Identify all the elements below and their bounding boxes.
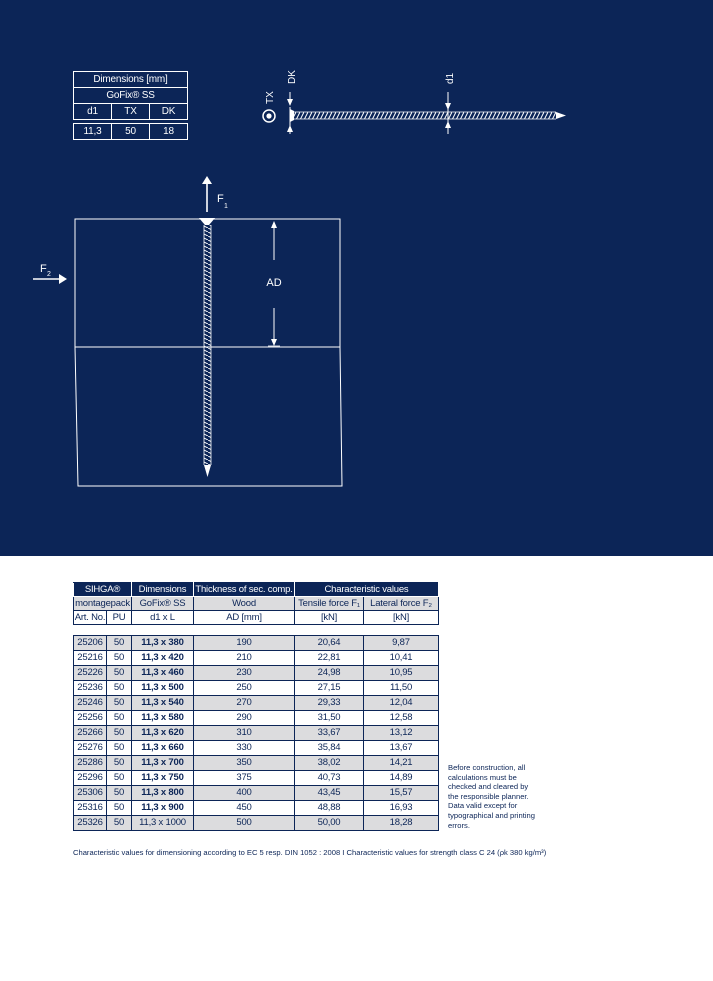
cell-tensile: 31,50 bbox=[295, 711, 364, 726]
col-tensile-force: Tensile force F₁ bbox=[295, 597, 364, 611]
col-art-no: Art. No. bbox=[74, 612, 106, 623]
cell-pu: 50 bbox=[107, 756, 132, 771]
cell-lateral: 12,04 bbox=[364, 696, 439, 711]
product-table bbox=[73, 582, 439, 831]
cell-pu: 50 bbox=[107, 726, 132, 741]
cell-lateral: 12,58 bbox=[364, 711, 439, 726]
cell-dim: 11,3 x 380 bbox=[132, 636, 194, 651]
ad-label: AD bbox=[266, 277, 282, 289]
cell-dim: 11,3 x 660 bbox=[132, 741, 194, 756]
col-pu: PU bbox=[107, 611, 132, 625]
cell-ad: 230 bbox=[194, 666, 295, 681]
cell-tensile: 24,98 bbox=[295, 666, 364, 681]
table-row bbox=[74, 756, 439, 771]
cell-lateral: 18,28 bbox=[364, 816, 439, 831]
f2-label: F bbox=[40, 263, 47, 275]
cell-art: 25216 bbox=[74, 651, 107, 666]
table-row bbox=[74, 816, 439, 831]
table-row bbox=[74, 666, 439, 681]
col-montagepack: montagepack bbox=[75, 598, 130, 609]
cell-pu: 50 bbox=[107, 681, 132, 696]
cell-lateral: 13,67 bbox=[364, 741, 439, 756]
f1-subscript: 1 bbox=[224, 203, 228, 210]
dims-value-d1: 11,3 bbox=[74, 124, 112, 140]
cell-lateral: 13,12 bbox=[364, 726, 439, 741]
cell-art: 25226 bbox=[74, 666, 107, 681]
cell-dim: 11,3 x 800 bbox=[132, 786, 194, 801]
cell-ad: 310 bbox=[194, 726, 295, 741]
col-lateral-unit: [kN] bbox=[364, 611, 439, 625]
cell-art: 25326 bbox=[74, 816, 107, 831]
cell-ad: 270 bbox=[194, 696, 295, 711]
cell-ad: 190 bbox=[194, 636, 295, 651]
cell-lateral: 10,41 bbox=[364, 651, 439, 666]
cell-ad: 500 bbox=[194, 816, 295, 831]
cell-pu: 50 bbox=[107, 651, 132, 666]
cell-ad: 290 bbox=[194, 711, 295, 726]
table-row bbox=[74, 771, 439, 786]
cell-dim: 11,3 x 580 bbox=[132, 711, 194, 726]
cell-lateral: 9,87 bbox=[364, 636, 439, 651]
cell-art: 25276 bbox=[74, 741, 107, 756]
cell-art: 25286 bbox=[74, 756, 107, 771]
col-wood: Wood bbox=[194, 597, 295, 611]
cell-pu: 50 bbox=[107, 771, 132, 786]
table-row bbox=[74, 696, 439, 711]
col-group-dimensions: Dimensions bbox=[132, 583, 194, 597]
cell-ad: 350 bbox=[194, 756, 295, 771]
cell-pu: 50 bbox=[107, 801, 132, 816]
cell-dim: 11,3 x 420 bbox=[132, 651, 194, 666]
cell-tensile: 50,00 bbox=[295, 816, 364, 831]
cell-art: 25236 bbox=[74, 681, 107, 696]
cell-tensile: 48,88 bbox=[295, 801, 364, 816]
cell-pu: 50 bbox=[107, 816, 132, 831]
cell-pu: 50 bbox=[107, 786, 132, 801]
col-tensile-unit: [kN] bbox=[295, 611, 364, 625]
col-group-characteristic: Characteristic values bbox=[295, 583, 439, 597]
cell-tensile: 43,45 bbox=[295, 786, 364, 801]
cell-ad: 330 bbox=[194, 741, 295, 756]
cell-dim: 11,3 x 700 bbox=[132, 756, 194, 771]
table-row bbox=[74, 651, 439, 666]
cell-lateral: 10,95 bbox=[364, 666, 439, 681]
table-row bbox=[74, 711, 439, 726]
cell-lateral: 16,93 bbox=[364, 801, 439, 816]
cell-tensile: 29,33 bbox=[295, 696, 364, 711]
cell-tensile: 40,73 bbox=[295, 771, 364, 786]
cell-pu: 50 bbox=[107, 636, 132, 651]
cell-dim: 11,3 x 750 bbox=[132, 771, 194, 786]
cell-tensile: 33,67 bbox=[295, 726, 364, 741]
table-row bbox=[74, 801, 439, 816]
cell-tensile: 27,15 bbox=[295, 681, 364, 696]
cell-lateral: 11,50 bbox=[364, 681, 439, 696]
cell-pu: 50 bbox=[107, 696, 132, 711]
tensile-force-arrow bbox=[202, 176, 212, 212]
cell-art: 25296 bbox=[74, 771, 107, 786]
dims-header-dk: DK bbox=[150, 104, 188, 120]
col-lateral-force: Lateral force F₂ bbox=[364, 597, 439, 611]
dims-product: GoFix® SS bbox=[74, 88, 188, 104]
col-gofix: GoFix® SS bbox=[132, 597, 194, 611]
cell-pu: 50 bbox=[107, 711, 132, 726]
dims-value-tx: 50 bbox=[112, 124, 150, 140]
dims-header-d1: d1 bbox=[74, 104, 112, 120]
dk-label: DK bbox=[287, 70, 298, 84]
cell-ad: 450 bbox=[194, 801, 295, 816]
cell-dim: 11,3 x 620 bbox=[132, 726, 194, 741]
f1-label: F bbox=[217, 193, 224, 205]
table-body bbox=[74, 636, 439, 831]
table-row bbox=[74, 681, 439, 696]
table-row bbox=[74, 726, 439, 741]
col-group-thickness: Thickness of sec. comp. bbox=[195, 584, 293, 595]
cell-ad: 375 bbox=[194, 771, 295, 786]
cell-lateral: 14,21 bbox=[364, 756, 439, 771]
cell-pu: 50 bbox=[107, 666, 132, 681]
cell-tensile: 22,81 bbox=[295, 651, 364, 666]
f2-subscript: 2 bbox=[47, 271, 51, 278]
table-row bbox=[74, 786, 439, 801]
cell-lateral: 15,57 bbox=[364, 786, 439, 801]
cell-ad: 250 bbox=[194, 681, 295, 696]
tx-label: TX bbox=[265, 91, 276, 104]
cell-art: 25206 bbox=[74, 636, 107, 651]
cell-art: 25256 bbox=[74, 711, 107, 726]
cell-pu: 50 bbox=[107, 741, 132, 756]
d1-label: d1 bbox=[445, 72, 456, 84]
cell-art: 25246 bbox=[74, 696, 107, 711]
cell-dim: 11,3 x 1000 bbox=[132, 816, 194, 831]
cell-dim: 11,3 x 540 bbox=[132, 696, 194, 711]
cell-dim: 11,3 x 460 bbox=[132, 666, 194, 681]
cell-lateral: 14,89 bbox=[364, 771, 439, 786]
cell-tensile: 20,64 bbox=[295, 636, 364, 651]
disclaimer-note: Before construction, all calculations must be checked and cleared by the responsible planner. Data valid except for typographical and printing errors. bbox=[448, 763, 535, 830]
table-row bbox=[74, 636, 439, 651]
cell-dim: 11,3 x 900 bbox=[132, 801, 194, 816]
col-group-sihga: SIHGA® bbox=[74, 583, 132, 597]
cell-ad: 210 bbox=[194, 651, 295, 666]
dims-title: Dimensions [mm] bbox=[74, 72, 188, 88]
footnote: Characteristic values for dimensioning according to EC 5 resp. DIN 1052 : 2008 I Characteristic values for strength class C 24 (ρk 380 kg/m³) bbox=[73, 848, 547, 857]
col-d1-x-l: d1 x L bbox=[132, 611, 194, 625]
cell-tensile: 38,02 bbox=[295, 756, 364, 771]
torx-drive-icon bbox=[263, 110, 275, 122]
dims-value-dk: 18 bbox=[150, 124, 188, 140]
cell-art: 25266 bbox=[74, 726, 107, 741]
col-ad-mm: AD [mm] bbox=[194, 611, 295, 625]
cell-art: 25306 bbox=[74, 786, 107, 801]
cell-dim: 11,3 x 500 bbox=[132, 681, 194, 696]
table-row bbox=[74, 741, 439, 756]
dims-header-tx: TX bbox=[112, 104, 150, 120]
screw-side-view bbox=[287, 92, 566, 134]
cell-tensile: 35,84 bbox=[295, 741, 364, 756]
cell-art: 25316 bbox=[74, 801, 107, 816]
cell-ad: 400 bbox=[194, 786, 295, 801]
